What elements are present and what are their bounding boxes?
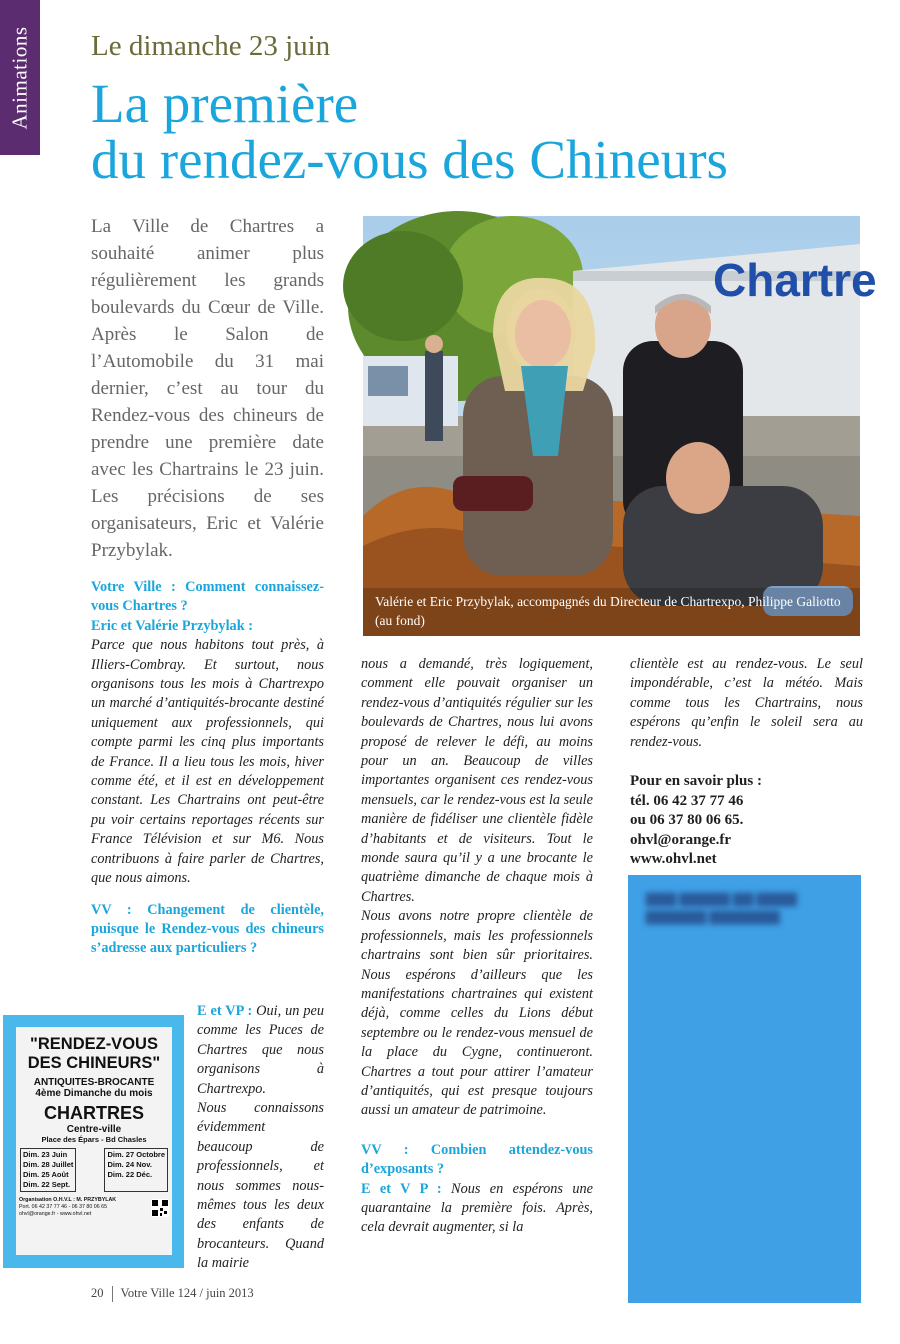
column-1 (91, 578, 324, 959)
answer-3: Nous en espérons une quarantaine la première fois. Après, cela devrait augmenter, si la (361, 1180, 593, 1236)
section-tab (0, 0, 40, 155)
footer-divider (112, 1286, 113, 1302)
poster-email-web: ohvl@orange.fr - www.ohvl.net (19, 1211, 92, 1217)
poster-date: Dim. 22 Déc. (107, 1170, 153, 1179)
poster-city: CHARTRES (43, 1103, 144, 1123)
info-heading: Pour en savoir plus : (630, 773, 762, 790)
answer-1: Parce que nous habitons tout près, à Illiers-Combray. Et surtout, nous organisons tous les mois à Chartrexpo un marché d’antiquités-brocante destiné uniquement aux professionnels, qui compte parmi les cinq plus importants de France. Il a lieu tous les mois, hiver comme été, et il est en développement constant. Les Chartrains ont peut-être pu voir certains reportages récents sur France Télévision et sur M6. Nous contribuons à faire parler de Chartres, que nous aimons. (91, 637, 324, 887)
qr-code-icon (151, 1199, 169, 1217)
event-poster (3, 1015, 184, 1268)
column-1-continued (197, 1002, 324, 1274)
info-phone-2: ou 06 37 80 06 65. (630, 812, 744, 829)
question-2: VV : Changement de clientèle, puisque le Rendez-vous des chineurs s’adresse aux particuliers ? (91, 901, 324, 957)
answer-2-paragraph-2: Nous avons notre propre clientèle de professionnels, mais les professionnels chartrains sont bien sûr prioritaires. Nous espérons d’ailleurs que les manifestations chartraines qui existent déjà, comme celles du Lions début septembre ou le rendez-vous mensuel de la place du Cygne, continueront. Chartres a tout pour attirer l’amateur d’antiquités, qui est presque toujours aussi un amateur de patrimoine. (361, 908, 593, 1119)
answer-3-continued: clientèle est au rendez-vous. Le seul impondérable, c’est la météo. Mais comme tous les Chartrains, nous espérons qu’enfin le soleil sera au rendez-vous. (630, 656, 863, 750)
question-1: Votre Ville : Comment connaissez-vous Chartres ? (91, 579, 324, 615)
poster-date: Dim. 22 Sept. (23, 1180, 71, 1189)
answer-2-second: Nous connaissons évidemment beaucoup de professionnels, et nous sommes nous-mêmes tous les deux des enfants de brocanteurs. Quand la mairie (197, 1100, 324, 1272)
poster-organisation: Organisation O.H.V.L : M. PRZYBYLAK (19, 1197, 117, 1203)
speaker-label-1: Eric et Valérie Przybylak : (91, 617, 253, 634)
page-footer (91, 1286, 254, 1302)
column-3 (630, 655, 863, 870)
poster-place: Place des Épars - Bd Chasles (41, 1135, 147, 1144)
poster-date: Dim. 27 Octobre (107, 1150, 165, 1159)
poster-subtitle: ANTIQUITES-BROCANTE (33, 1077, 155, 1088)
info-website: www.ohvl.net (630, 851, 717, 868)
kicker-date: Le dimanche 23 juin (91, 30, 331, 62)
poster-dates-left (20, 1148, 76, 1192)
poster-dates (20, 1148, 168, 1192)
answer-2-first: Oui, un peu comme les Puces de Chartres que nous organisons à Chartrexpo. (197, 1003, 325, 1097)
poster-when: 4ème Dimanche du mois (35, 1088, 153, 1099)
poster-title-2: DES CHINEURS" (27, 1054, 161, 1072)
headline-line-2: du rendez-vous des Chineurs (91, 129, 728, 190)
poster-footer (19, 1197, 169, 1218)
poster-date: Dim. 25 Août (23, 1170, 69, 1179)
building-sign: Chartre (713, 254, 877, 306)
poster-title-1: "RENDEZ-VOUS (30, 1035, 158, 1053)
article-photo (363, 216, 877, 636)
question-3: VV : Combien attendez-vous d’exposants ? (361, 1141, 593, 1178)
poster-dates-right (104, 1148, 168, 1192)
issue-info: Votre Ville 124 / juin 2013 (120, 1286, 254, 1300)
page-number: 20 (91, 1286, 104, 1300)
info-email: ohvl@orange.fr (630, 831, 732, 848)
lead-paragraph: La Ville de Chartres a souhaité animer plus régulièrement les grands boulevards du Cœur de Ville. Après le Salon de l’Automobile du 31 mai dernier, c’est au tour du Rendez-vous des chineurs de prendre une première date avec les Chartrains le 23 juin. Les précisions de ses organisateurs, Eric et Valérie Przybylak. (91, 216, 324, 561)
info-phone-1: tél. 06 42 37 77 46 (630, 792, 744, 809)
poster-area: Centre-ville (66, 1124, 122, 1135)
poster-date: Dim. 28 Juillet (23, 1160, 74, 1169)
photo-caption: Valérie et Eric Przybylak, accompagnés du Directeur de Chartrexpo, Philippe Galiotto (au fond) (363, 588, 860, 636)
blurred-ad-text: ▇▇▇ ▇▇▇▇▇ ▇▇ ▇▇▇▇ ▇▇▇▇▇▇ ▇▇▇▇▇▇▇ (646, 891, 797, 924)
headline (91, 73, 728, 190)
headline-line-1: La première (91, 73, 359, 134)
poster-phones: Port. 06 42 37 77 46 - 06 37 80 06 65 (19, 1204, 108, 1210)
speaker-label-3: E et V P : (361, 1180, 442, 1197)
blurred-advertisement (628, 875, 861, 1303)
poster-contact-block (19, 1197, 151, 1218)
poster-date: Dim. 23 Juin (23, 1150, 68, 1159)
info-box (630, 772, 863, 870)
answer-2-continued: nous a demandé, très logiquement, comment elle pouvait organiser un rendez-vous d’antiquités régulier sur les boulevards de Chartres, nous lui avons proposé de relever le défi, au moins pour un an. Beaucoup de villes importantes organisent ces rendez-vous mensuels, car le rendez-vous est la seule manière de fidéliser une clientèle fidèle d’habitants et de visiteurs. Tout le monde saura qu’il y a une brocante le quatrième dimanche de chaque mois à Chartres. (361, 656, 593, 905)
column-2 (361, 655, 593, 1238)
photo-illustration (363, 216, 877, 636)
section-label: Animations (7, 26, 32, 129)
poster-date: Dim. 24 Nov. (107, 1160, 152, 1169)
speaker-label-2: E et VP : (197, 1003, 253, 1019)
